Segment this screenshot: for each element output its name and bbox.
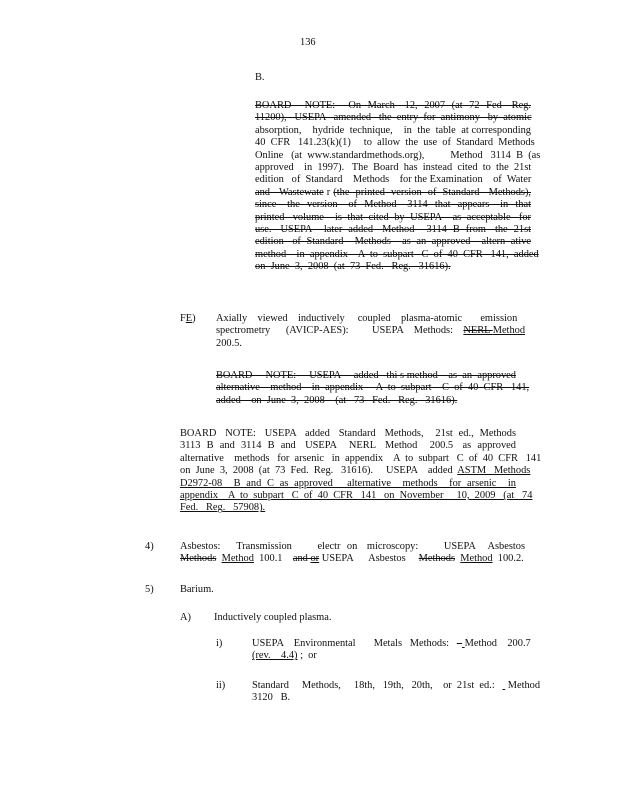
text-line: [255, 137, 535, 149]
item-4-number: 4): [145, 541, 154, 552]
text-line: [252, 680, 541, 692]
item-5-barium: Barium.: [180, 584, 214, 595]
text-line: [255, 174, 531, 186]
text-line: [180, 452, 542, 465]
struck-text: Methods: [180, 553, 217, 565]
item-fe-text: [216, 313, 526, 350]
underlined-text: Fed. Reg. 57908).: [180, 502, 266, 514]
text-line: [216, 338, 516, 350]
text-run: BOARD NOTE: USEPA added Standard Methods, 21st ed., Methods: [180, 428, 516, 439]
text-run: approved in 1997). The Board has instead cited to the 21st: [255, 162, 532, 174]
text-line: [255, 125, 531, 137]
struck-text: BOARD NOTE: USEPA added thi s method as an approved: [216, 370, 516, 381]
item-5-number: 5): [145, 584, 154, 595]
text-run: alternative methods for arsenic in appendix A to subpart C of 40 CFR 141: [180, 452, 542, 464]
text-run: r: [323, 186, 334, 198]
struck-text: 11200), USEPA amended the entry for antimony by atomic: [255, 112, 532, 124]
item-5a-i-text: [252, 638, 531, 663]
struck-text: and Wastewate: [255, 186, 324, 198]
text-run: spectrometry (AVICP-AES): USEPA Methods:: [216, 325, 464, 337]
board-note-arsenic: [180, 428, 542, 515]
struck-text: use. USEPA later added Method 3114 B from the 21st: [255, 224, 531, 236]
struck-text: on June 3, 2008 (at 73 Fed. Reg. 31616).: [255, 261, 451, 273]
text-line: [180, 553, 525, 565]
struck-text: BOARD NOTE: On March 12, 2007 (at 72 Fed Reg.: [255, 100, 531, 111]
struck-text: added on June 3, 2008 (at 73 Fed. Reg. 31616).: [216, 394, 458, 406]
text-run: 40 CFR 141.23(k)(1) to allow the use of Standard Methods: [255, 137, 535, 149]
text-run: 200.5.: [216, 337, 242, 349]
text-run: on June 3, 2008 (at 73 Fed. Reg. 31616). USEPA added: [180, 465, 458, 477]
text-line: [180, 478, 516, 490]
text-line: [216, 325, 526, 337]
board-note-antimony: [255, 100, 541, 274]
text-line: [180, 502, 516, 514]
subsection-heading-b: B.: [255, 72, 265, 83]
underlined-text: Method: [492, 325, 526, 337]
underlined-text: Method: [460, 553, 493, 565]
text-line: [216, 370, 516, 382]
text-run: 3120 B.: [252, 692, 291, 704]
text-run: Standard Methods, 18th, 19th, 20th, or 21st ed.:: [252, 680, 503, 691]
text-line: [255, 199, 531, 211]
page-number: 136: [300, 37, 316, 48]
struck-text: method in appendix A to subpart C of 40 CFR 141, added: [255, 248, 539, 260]
underlined-text: or: [310, 553, 320, 565]
item-5a-ii-text: [252, 680, 541, 705]
underlined-text: D2972-08 B and C as approved alternative methods for arsenic in: [180, 477, 516, 489]
underlined-text: ASTM Methods: [457, 465, 531, 477]
text-line: [255, 236, 531, 248]
text-line: [255, 224, 531, 236]
item-5a-ii-label: ii): [216, 680, 226, 691]
struck-text: since the version of Method 3114 that appears in that: [255, 199, 531, 211]
text-run: 3113 B and 3114 B and USEPA NERL Method 200.5 as approved: [180, 440, 516, 452]
text-line: [255, 100, 531, 112]
text-run: 100.1: [253, 553, 293, 565]
text-run: edition of Standard Methods for the Examination of Water: [255, 174, 532, 186]
underlined-text: appendix A to subpart C of 40 CFR 141 on November 10, 2009 (at 74: [180, 490, 533, 502]
text-line: [180, 440, 516, 452]
text-line: [252, 692, 524, 704]
text-run: Asbestos: Transmission electr on microscopy: USEPA Asbestos: [180, 541, 525, 552]
underlined-text: Method: [221, 553, 254, 565]
text-run: USEPA Asbestos: [319, 553, 419, 565]
text-line: [180, 490, 533, 502]
underlined-text: E: [185, 313, 193, 324]
text-line: [252, 650, 522, 662]
struck-text: (the printed version of Standard Methods),: [333, 186, 532, 198]
text-line: [216, 382, 530, 394]
board-note-aicp-aes: [216, 370, 530, 407]
text-line: [255, 112, 531, 124]
struck-text: edition of Standard Methods as an approved altern ative: [255, 236, 531, 248]
text-line: [180, 541, 525, 553]
text-run: Method: [505, 680, 541, 691]
text-run: ): [192, 313, 196, 324]
text-line: [252, 638, 531, 650]
struck-text: Methods: [418, 553, 456, 565]
item-5a-label: A): [180, 612, 191, 623]
struck-text: alternative method in appendix A to subpart C of 40 CFR 141,: [216, 382, 530, 394]
text-run: F: [180, 313, 186, 324]
struck-text: and: [292, 553, 311, 565]
struck-text: printed volume is that cited by USEPA as acceptable for: [255, 211, 531, 223]
text-line: [255, 187, 531, 199]
text-line: [180, 465, 531, 477]
text-run: Method 200.7: [464, 638, 531, 649]
text-line: [255, 149, 541, 162]
text-run: Axially viewed inductively coupled plasma-atomic emission: [216, 313, 518, 324]
item-fe-label: [180, 313, 196, 325]
text-line: [255, 212, 531, 224]
text-run: 100.2.: [492, 553, 524, 565]
text-run: USEPA Environmental Metals Methods:: [252, 638, 457, 649]
text-line: [255, 248, 539, 261]
struck-text: –: [456, 638, 463, 649]
item-5a-text: Inductively coupled plasma.: [214, 612, 332, 623]
underlined-text: NERL: [463, 325, 493, 337]
text-run: ; or: [297, 650, 317, 662]
text-line: [216, 313, 516, 325]
text-line: [180, 428, 516, 440]
text-line: [255, 261, 531, 273]
underlined-text: (rev. 4.4): [252, 650, 298, 662]
item-4-asbestos: [180, 541, 525, 566]
text-line: [255, 162, 531, 174]
text-line: [216, 395, 516, 407]
text-run: absorption, hydride technique, in the table at corresponding: [255, 124, 531, 136]
item-5a-i-label: i): [216, 638, 223, 649]
text-run: Online (at www.standardmethods.org), Method 3114 B (as: [255, 149, 541, 161]
